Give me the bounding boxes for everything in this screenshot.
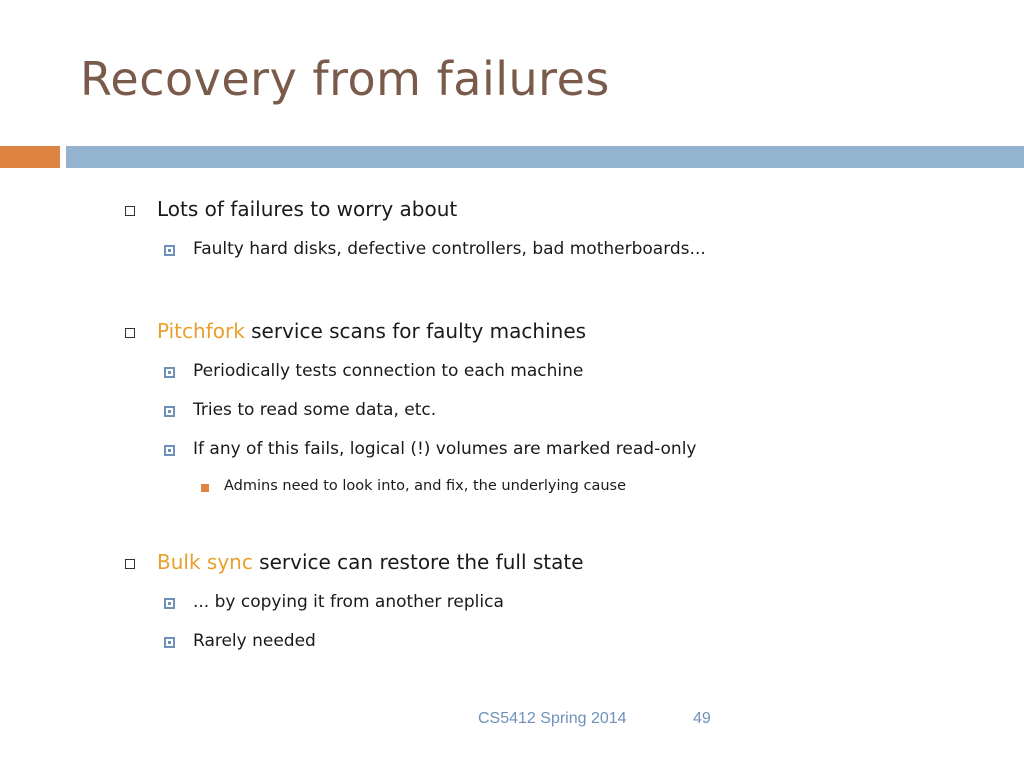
bullet-text: service can restore the full state [252, 550, 584, 574]
square-bullet-icon [125, 559, 135, 569]
bullet-item [157, 319, 586, 343]
square-bullet-icon [164, 406, 175, 417]
highlight-term: Bulk sync [157, 550, 253, 574]
square-bullet-icon [125, 206, 135, 216]
square-bullet-icon [164, 598, 175, 609]
square-bullet-icon [164, 245, 175, 256]
bullet-item [157, 197, 457, 221]
footer-course: CS5412 Spring 2014 [478, 710, 627, 727]
sub-bullet-text: Faulty hard disks, defective controllers, bad motherboards... [193, 239, 706, 259]
sub-bullet-item [193, 631, 316, 651]
square-bullet-icon [164, 445, 175, 456]
bullet-text: service scans for faulty machines [244, 319, 587, 343]
slide-title: Recovery from failures [80, 52, 610, 106]
square-bullet-icon [164, 637, 175, 648]
sub-bullet-item [193, 400, 436, 420]
sub-sub-bullet-text: Admins need to look into, and fix, the underlying cause [224, 478, 627, 494]
sub-bullet-text: If any of this fails, logical (!) volumes are marked read-only [193, 439, 697, 459]
sub-bullet-item [193, 439, 696, 459]
sub-bullet-text: Rarely needed [193, 631, 316, 651]
footer-page-number: 49 [693, 710, 711, 727]
square-bullet-icon [201, 484, 209, 492]
sub-bullet-text: ... by copying it from another replica [193, 592, 504, 612]
sub-bullet-item [193, 592, 504, 612]
square-bullet-icon [164, 367, 175, 378]
sub-sub-bullet-item [224, 478, 626, 494]
sub-bullet-text: Periodically tests connection to each machine [193, 361, 584, 381]
bullet-item [157, 550, 584, 574]
square-bullet-icon [125, 328, 135, 338]
sub-bullet-item [193, 239, 706, 259]
sub-bullet-text: Tries to read some data, etc. [193, 400, 437, 420]
highlight-term: Pitchfork [157, 319, 245, 343]
sub-bullet-item [193, 361, 583, 381]
bullet-text: Lots of failures to worry about [157, 197, 458, 221]
